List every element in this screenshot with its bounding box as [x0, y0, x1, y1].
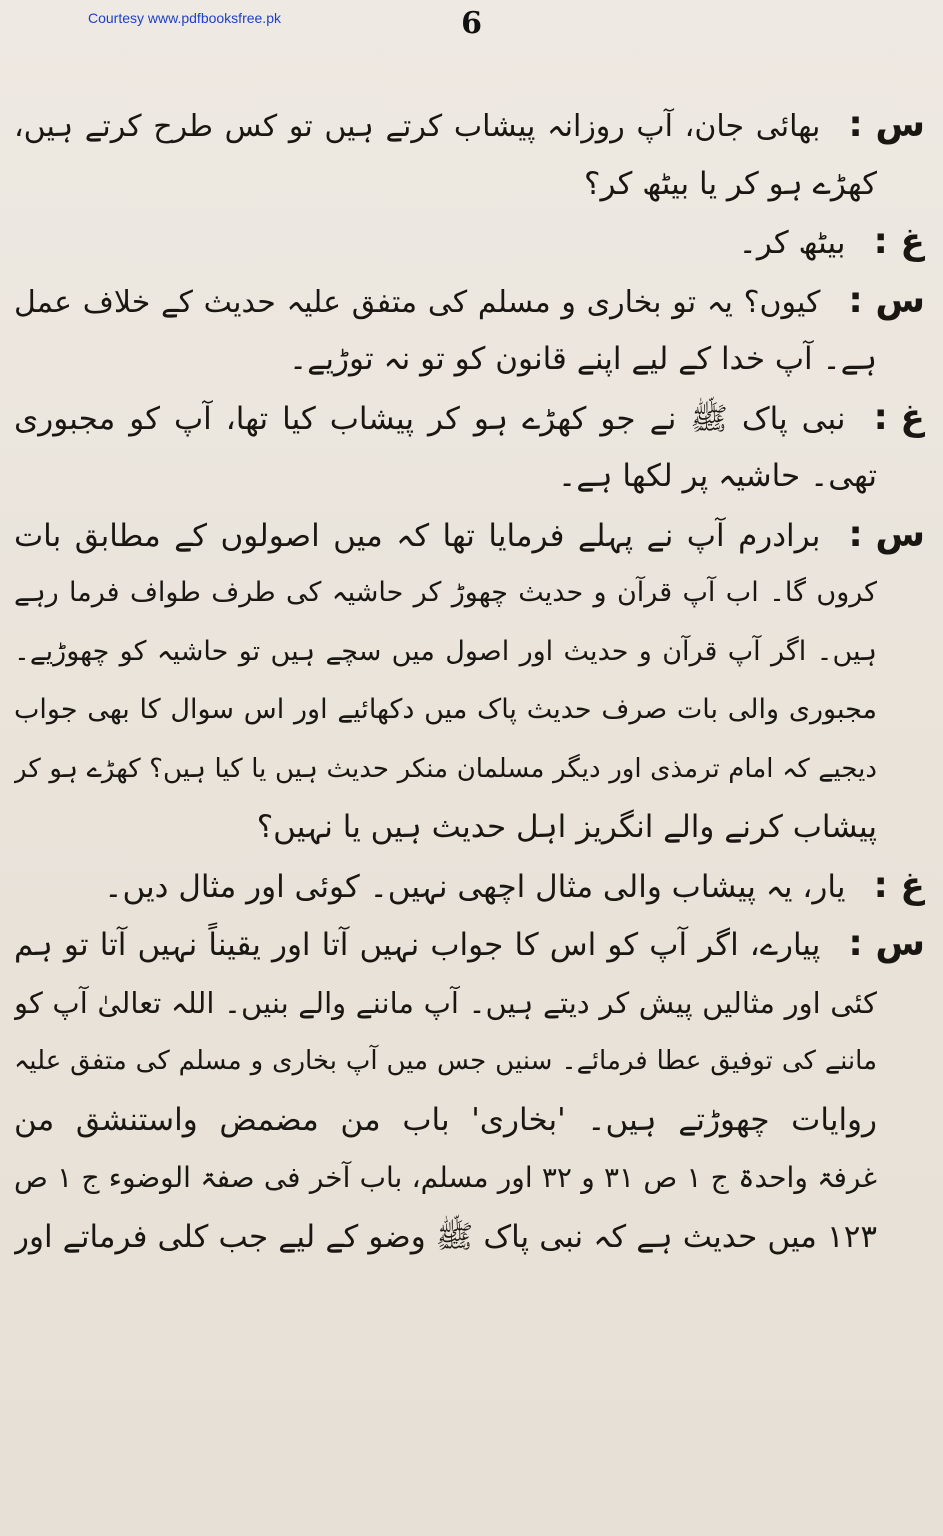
speaker-marker: س :: [848, 279, 925, 321]
text-line: [14, 798, 925, 857]
text-line: [14, 740, 925, 799]
text-line: [14, 974, 925, 1033]
line-text: روایات چھوڑتے ہیں۔ 'بخاری' باب من مضمض واستنشق من: [14, 1101, 877, 1138]
text-line: [14, 272, 925, 331]
line-text: ماننے کی توفیق عطا فرمائے۔ سنیں جس میں آپ بخاری و مسلم کی متفق علیہ: [14, 1046, 877, 1076]
text-line: [14, 1091, 925, 1150]
text-line: [14, 213, 925, 272]
speaker-marker: س :: [848, 923, 925, 964]
line-text: ۱۲۳ میں حدیث ہے کہ نبی پاک ﷺ وضو کے لیے جب کلی فرماتے اور: [14, 1218, 877, 1255]
text-line: [14, 155, 925, 214]
page-body-text: [14, 96, 925, 1266]
line-text: کروں گا۔ اب آپ قرآن و حدیث چھوڑ کر حاشیہ کی طرف طواف فرما رہے: [14, 577, 877, 608]
text-line: [14, 564, 925, 623]
text-line: [14, 96, 925, 155]
speaker-marker: س :: [848, 513, 925, 555]
line-text: بھائی جان، آپ روزانہ پیشاب کرتے ہیں تو کس طرح کرتے ہیں،: [14, 109, 821, 144]
line-text: برادرم آپ نے پہلے فرمایا تھا کہ میں اصولوں کے مطابق بات: [14, 517, 821, 554]
text-line: [14, 389, 925, 448]
text-line: [14, 1208, 925, 1267]
text-line: [14, 681, 925, 740]
speaker-marker: غ :: [873, 864, 925, 906]
line-text: ہیں۔ اگر آپ قرآن و حدیث اور اصول میں سچے ہیں تو حاشیہ کو چھوڑیے۔: [14, 635, 877, 667]
text-line: [14, 330, 925, 389]
line-text: دیجیے کہ امام ترمذی اور دیگر مسلمان منکر حدیث ہیں یا کیا ہیں؟ کھڑے ہو کر: [14, 753, 877, 784]
text-line: [14, 1032, 925, 1091]
speaker-marker: غ :: [873, 221, 925, 262]
text-line: [14, 1149, 925, 1208]
text-line: [14, 857, 925, 916]
line-text: غرفۃ واحدۃ ج ۱ ص ۳۱ و ۳۲ اور مسلم، باب آخر فی صفۃ الوضوء ج ۱ ص: [14, 1161, 878, 1194]
courtesy-watermark[interactable]: Courtesy www.pdfbooksfree.pk: [88, 10, 281, 26]
line-text: ہے۔ آپ خدا کے لیے اپنے قانون کو تو نہ توڑیے۔: [289, 341, 877, 377]
page-number: 6: [461, 6, 482, 41]
line-text: پیارے، اگر آپ کو اس کا جواب نہیں آتا اور یقیناً نہیں آتا تو ہم: [14, 927, 821, 963]
speaker-marker: غ :: [873, 396, 925, 438]
line-text: یار، یہ پیشاب والی مثال اچھی نہیں۔ کوئی اور مثال دیں۔: [104, 868, 846, 905]
text-line: [14, 447, 925, 506]
line-text: بیٹھ کر۔: [738, 225, 846, 261]
line-text: کئی اور مثالیں پیش کر دیتے ہیں۔ آپ ماننے والے بنیں۔ اللہ تعالیٰ آپ کو: [14, 985, 877, 1020]
speaker-marker: س :: [848, 104, 925, 145]
line-text: مجبوری والی بات صرف حدیث پاک میں دکھائیے اور اس سوال کا بھی جواب: [14, 694, 877, 725]
line-text: تھی۔ حاشیہ پر لکھا ہے۔: [558, 458, 877, 494]
line-text: کھڑے ہو کر یا بیٹھ کر؟: [584, 165, 877, 202]
line-text: کیوں؟ یہ تو بخاری و مسلم کی متفق علیہ حدیث کے خلاف عمل: [14, 284, 821, 320]
text-line: [14, 915, 925, 974]
line-text: پیشاب کرنے والے انگریز اہل حدیث ہیں یا نہیں؟: [256, 809, 877, 845]
text-line: [14, 506, 925, 565]
line-text: نبی پاک ﷺ نے جو کھڑے ہو کر پیشاب کیا تھا، آپ کو مجبوری: [14, 400, 846, 437]
text-line: [14, 623, 925, 682]
